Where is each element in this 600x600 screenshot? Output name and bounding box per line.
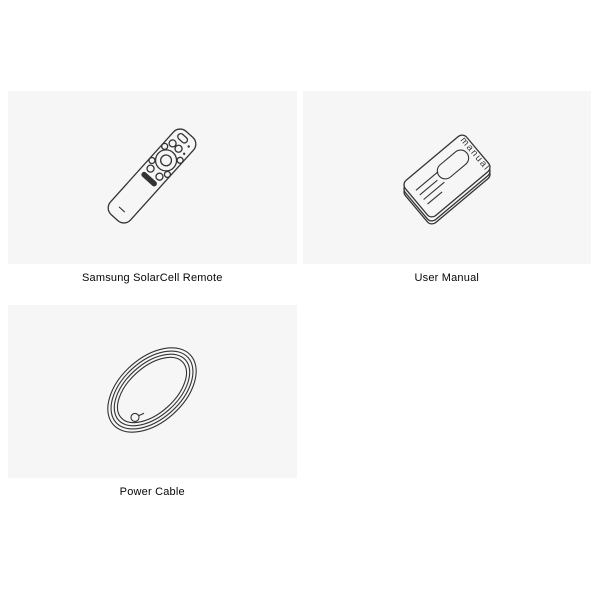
accessory-card-cable xyxy=(8,305,297,478)
accessory-card-remote xyxy=(8,91,297,264)
cable-connector xyxy=(130,411,141,422)
accessory-item-manual xyxy=(303,91,592,285)
power-cable-illustration xyxy=(52,312,252,472)
accessory-label-remote: Samsung SolarCell Remote xyxy=(81,272,223,284)
accessory-item-cable xyxy=(8,305,297,499)
cable-connector-stub xyxy=(139,411,144,416)
accessory-label-cable: Power Cable xyxy=(119,486,185,498)
user-manual-illustration xyxy=(347,98,547,258)
accessory-item-remote xyxy=(8,91,297,285)
accessory-card-manual xyxy=(303,91,592,264)
solarcell-remote-illustration xyxy=(52,103,252,253)
manual-cover-text: manual xyxy=(457,134,493,173)
cable-loop xyxy=(92,331,212,448)
remote-body xyxy=(105,125,200,226)
accessory-label-manual: User Manual xyxy=(414,272,480,284)
